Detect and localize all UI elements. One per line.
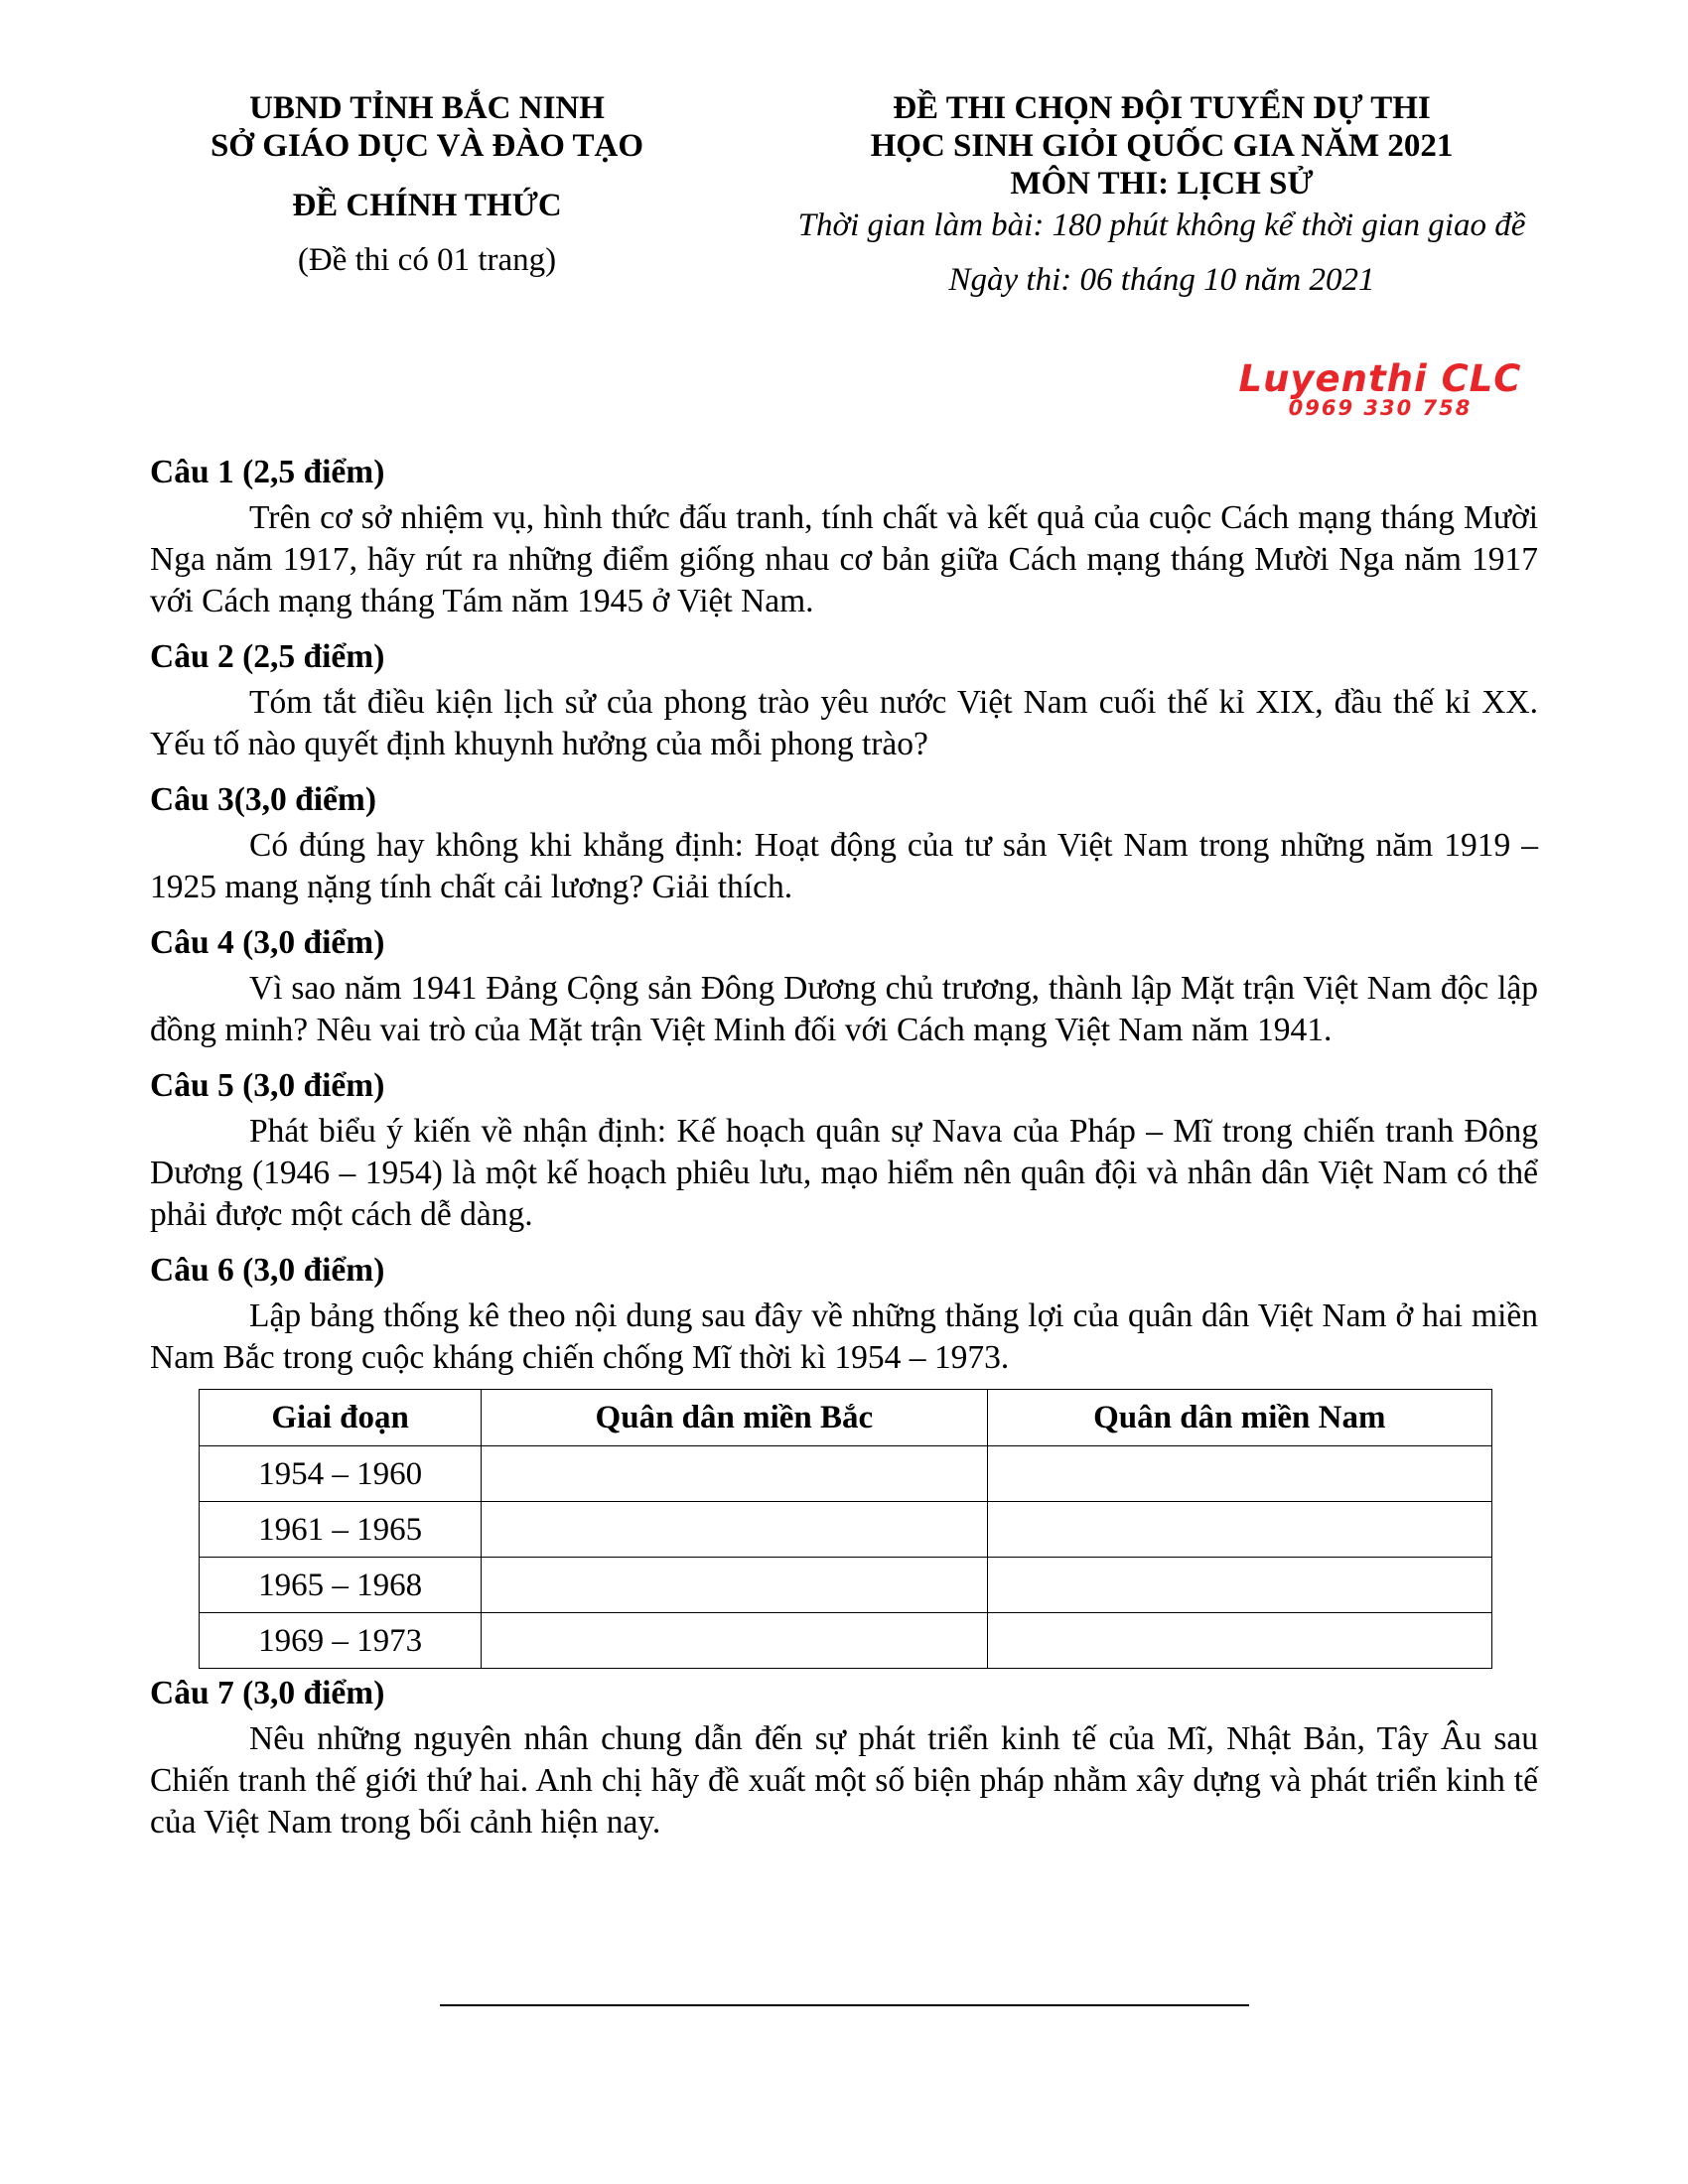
authority-name: UBND TỈNH BẮC NINH (249, 90, 605, 126)
table-header-row (200, 1390, 1492, 1446)
statistics-table (199, 1389, 1492, 1669)
question-3-text: Có đúng hay không khi khẳng định: Hoạt động của tư sản Việt Nam trong những năm 1919 – 1925 mang nặng tính chất cải lương? Giải thích. (150, 827, 1538, 905)
table-cell-south (987, 1613, 1491, 1669)
table-header-period: Giai đoạn (200, 1390, 482, 1446)
exam-subject: MÔN THI: LỊCH SỬ (1010, 166, 1314, 202)
table-cell-north (482, 1502, 987, 1558)
table-cell-north (482, 1613, 987, 1669)
question-5-text: Phát biểu ý kiến về nhận định: Kế hoạch quân sự Nava của Pháp – Mĩ trong chiến tranh Đông Dương (1946 – 1954) là một kế hoạch phiêu lưu, mạo hiểm nên quân đội và nhân dân Việt Nam có thể phải được một cách dễ dàng. (150, 1113, 1538, 1233)
question-7-title: Câu 7 (3,0 điểm) (150, 1675, 385, 1711)
table-header-north: Quân dân miền Bắc (482, 1390, 987, 1446)
official-label: ĐỀ CHÍNH THỨC (292, 188, 562, 223)
header-left (149, 89, 705, 279)
question-2-title: Câu 2 (2,5 điểm) (150, 638, 385, 675)
table-cell-south (987, 1558, 1491, 1613)
exam-body (150, 452, 1538, 1843)
table-cell-south (987, 1502, 1491, 1558)
question-4-title: Câu 4 (3,0 điểm) (150, 924, 385, 961)
table-cell-south (987, 1446, 1491, 1502)
end-divider (440, 2004, 1249, 2006)
pages-note: (Đề thi có 01 trang) (297, 242, 557, 278)
question-1-text: Trên cơ sở nhiệm vụ, hình thức đấu tranh, tính chất và kết quả của cuộc Cách mạng tháng Mười Nga năm 1917, hãy rút ra những điểm giống nhau cơ bản giữa Cách mạng tháng Mười Nga năm 1917 với Cách mạng tháng Tám năm 1945 ở Việt Nam. (150, 499, 1538, 619)
header-right (695, 89, 1628, 299)
question-7-text: Nêu những nguyên nhân chung dẫn đến sự phát triển kinh tế của Mĩ, Nhật Bản, Tây Âu sau Chiến tranh thế giới thứ hai. Anh chị hãy đề xuất một số biện pháp nhằm xây dựng và phát triển kinh tế của Việt Nam trong bối cảnh hiện nay. (150, 1720, 1538, 1841)
table-cell-period: 1961 – 1965 (200, 1502, 482, 1558)
exam-duration: Thời gian làm bài: 180 phút không kể thời gian giao đề (797, 207, 1526, 243)
table-row (200, 1558, 1492, 1613)
question-2-text: Tóm tắt điều kiện lịch sử của phong trào yêu nước Việt Nam cuối thế kỉ XIX, đầu thế kỉ XX. Yếu tố nào quyết định khuynh hưởng của mỗi phong trào? (150, 684, 1538, 762)
question-3-title: Câu 3(3,0 điểm) (150, 781, 376, 818)
table-header-south: Quân dân miền Nam (987, 1390, 1491, 1446)
question-4-text: Vì sao năm 1941 Đảng Cộng sản Đông Dương chủ trương, thành lập Mặt trận Việt Nam độc lập đồng minh? Nêu vai trò của Mặt trận Việt Minh đối với Cách mạng Việt Nam năm 1941. (150, 970, 1538, 1048)
department-name: SỞ GIÁO DỤC VÀ ĐÀO TẠO (210, 128, 644, 164)
exam-title-line1: ĐỀ THI CHỌN ĐỘI TUYỂN DỰ THI (893, 90, 1431, 126)
table-cell-period: 1954 – 1960 (200, 1446, 482, 1502)
table-row (200, 1613, 1492, 1669)
table-cell-north (482, 1558, 987, 1613)
exam-title-line2: HỌC SINH GIỎI QUỐC GIA NĂM 2021 (870, 128, 1454, 164)
table-cell-period: 1969 – 1973 (200, 1613, 482, 1669)
watermark-logo (1216, 359, 1544, 419)
table-cell-north (482, 1446, 987, 1502)
table-cell-period: 1965 – 1968 (200, 1558, 482, 1613)
logo-name: Luyenthi CLC (1238, 357, 1522, 400)
exam-date: Ngày thi: 06 tháng 10 năm 2021 (948, 262, 1375, 298)
question-6-title: Câu 6 (3,0 điểm) (150, 1252, 385, 1289)
question-5-title: Câu 5 (3,0 điểm) (150, 1067, 385, 1104)
logo-phone: 0969 330 758 (1288, 396, 1473, 420)
question-1-title: Câu 1 (2,5 điểm) (150, 454, 385, 490)
table-row (200, 1502, 1492, 1558)
question-6-text: Lập bảng thống kê theo nội dung sau đây về những thăng lợi của quân dân Việt Nam ở hai miền Nam Bắc trong cuộc kháng chiến chống Mĩ thời kì 1954 – 1973. (150, 1297, 1538, 1376)
table-row (200, 1446, 1492, 1502)
